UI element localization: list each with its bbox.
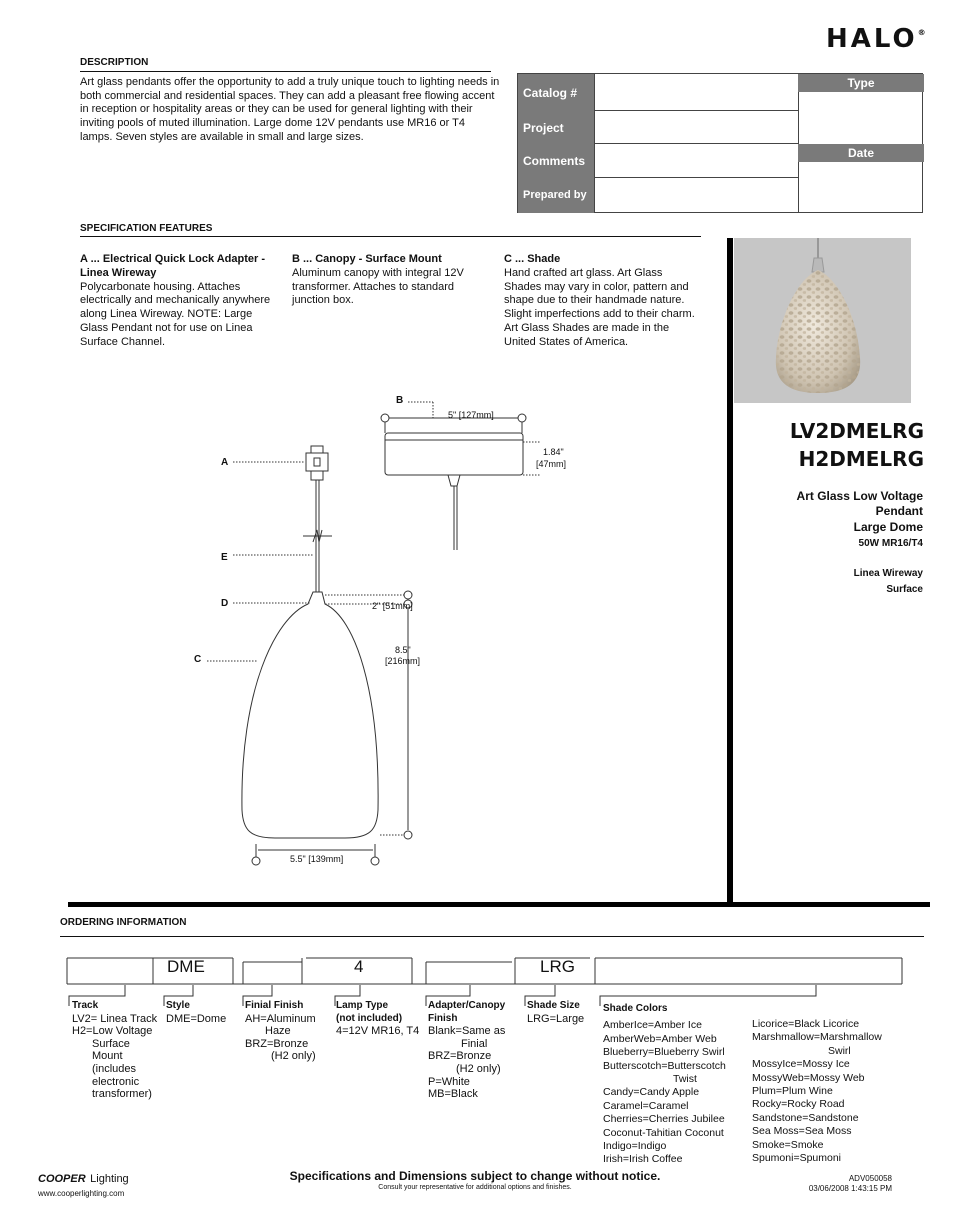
side-divider: [727, 238, 733, 903]
shade-size-code: LRG: [540, 957, 575, 976]
divider: [60, 936, 924, 937]
track-option: transformer): [92, 1088, 152, 1101]
project-label: Project: [518, 111, 594, 144]
company-division: Lighting: [90, 1173, 129, 1185]
spec-b-text: Aluminum canopy with integral 12V transformer. Attaches to standard junction box.: [292, 266, 464, 307]
label-b: B: [396, 395, 404, 406]
dim-height-mm: [216mm]: [385, 656, 421, 666]
dim-canopy-height: 1.84": [543, 447, 564, 457]
color-option: AmberWeb=Amber Web: [603, 1032, 717, 1045]
spec-c: [504, 253, 696, 350]
product-line-2: Pendant: [875, 504, 923, 518]
dim-width: 5.5" [139mm]: [290, 854, 344, 864]
divider: [80, 236, 701, 237]
color-option: Spumoni=Spumoni: [752, 1152, 842, 1165]
ordering-heading: ORDERING INFORMATION: [60, 917, 187, 928]
lamp-title: Lamp Type: [336, 1000, 389, 1011]
color-option: Rocky=Rocky Road: [752, 1098, 845, 1111]
label-e: E: [221, 552, 228, 563]
model-number-2: H2DMELRG: [798, 447, 924, 471]
track-option: (includes: [92, 1062, 137, 1075]
shade-colors-title: Shade Colors: [603, 1003, 668, 1014]
color-option: MossyWeb=Mossy Web: [752, 1071, 865, 1084]
description-heading: DESCRIPTION: [80, 57, 149, 68]
color-option: Marshmallow=Marshmallow: [752, 1031, 882, 1044]
track-option: LV2= Linea Track: [72, 1012, 158, 1025]
catalog-label: Catalog #: [518, 74, 594, 111]
color-option: MossyIce=Mossy Ice: [752, 1058, 850, 1071]
adapter-option: Blank=Same as: [428, 1025, 506, 1038]
color-option: Smoke=Smoke: [752, 1138, 824, 1151]
color-option: Licorice=Black Licorice: [752, 1018, 860, 1030]
section-divider: [68, 902, 930, 907]
spec-b: [292, 253, 482, 308]
color-option: AmberIce=Amber Ice: [603, 1019, 702, 1032]
label-d: D: [221, 598, 229, 609]
lamp-option: 4=12V MR16, T4: [336, 1025, 420, 1038]
spec-b-title: B ... Canopy - Surface Mount: [292, 253, 442, 265]
shade-size-column: [527, 1000, 599, 1025]
color-option: Plum=Plum Wine: [752, 1085, 833, 1098]
footer-notice: Specifications and Dimensions subject to change without notice.: [289, 1169, 661, 1183]
track-option: Surface Mount: [92, 1037, 130, 1063]
doc-date: 03/06/2008 1:43:15 PM: [808, 1184, 892, 1193]
finial-title: Finial Finish: [245, 1000, 304, 1011]
label-a: A: [221, 457, 229, 468]
shade-size-option: LRG=Large: [527, 1012, 585, 1025]
shade-size-title: Shade Size: [527, 1000, 580, 1011]
style-option: DME=Dome: [166, 1012, 227, 1025]
type-field[interactable]: [798, 92, 924, 144]
divider: [80, 71, 491, 72]
dim-top: 2" [51mm]: [372, 601, 413, 611]
finial-option: AH=Aluminum: [245, 1012, 316, 1025]
color-option: Indigo=Indigo: [603, 1140, 667, 1153]
company-name: COOPER: [38, 1173, 86, 1185]
adapter-column: [428, 1000, 522, 1101]
lamp-code: 4: [354, 957, 364, 976]
color-option: Sea Moss=Sea Moss: [752, 1125, 852, 1138]
dim-canopy-width: 5" [127mm]: [448, 410, 494, 420]
website-link[interactable]: www.cooperlighting.com: [38, 1189, 125, 1198]
adapter-option: MB=Black: [428, 1088, 478, 1101]
shade-colors-right: [752, 1018, 912, 1165]
color-option: Coconut-Tahitian Coconut: [603, 1126, 724, 1139]
prepared-by-label: Prepared by: [518, 177, 594, 213]
style-code: DME: [167, 957, 205, 976]
style-column: [166, 1000, 236, 1025]
color-option: Cherries=Cherries Jubilee: [603, 1113, 725, 1126]
color-option: Irish=Irish Coffee: [603, 1153, 683, 1166]
color-option: Butterscotch=Butterscotch: [603, 1059, 726, 1072]
prepared-by-field[interactable]: [594, 178, 798, 213]
style-title: Style: [166, 1000, 190, 1011]
catalog-field[interactable]: [594, 74, 798, 111]
adapter-option: P=White: [428, 1075, 470, 1088]
adapter-subtitle: Finish: [428, 1012, 458, 1024]
spec-a-text: Polycarbonate housing. Attaches electrically and mechanically anywhere along Linea Wireway. NOTE: Large Glass Pendant not for use on Linea Surface Channel.: [80, 280, 271, 348]
lamp-subtitle: (not included): [336, 1012, 403, 1024]
track-option: H2=Low Voltage: [72, 1025, 153, 1038]
model-number-1: LV2DMELRG: [789, 419, 924, 443]
product-line-3: Large Dome: [853, 520, 923, 534]
adapter-title: Adapter/Canopy: [428, 1000, 506, 1011]
finial-column: [245, 1000, 335, 1063]
color-option: Caramel=Caramel: [603, 1099, 689, 1112]
dim-height: 8.5": [395, 645, 411, 655]
color-option: Sandstone=Sandstone: [752, 1111, 859, 1124]
label-c: C: [194, 654, 202, 665]
doc-id: ADV050058: [848, 1174, 892, 1183]
cooper-logo: [38, 1169, 129, 1187]
mount-2: Surface: [886, 584, 923, 595]
product-line-1: Art Glass Low Voltage: [796, 489, 923, 503]
type-label: Type: [798, 74, 924, 92]
footer-subnote: Consult your representative for additional options and finishes.: [378, 1184, 572, 1191]
product-photo: [734, 238, 911, 403]
lamp-spec: 50W MR16/T4: [858, 538, 923, 549]
color-option: Candy=Candy Apple: [603, 1086, 700, 1099]
track-title: Track: [72, 1000, 99, 1011]
date-label: Date: [798, 144, 924, 162]
comments-label: Comments: [518, 144, 594, 177]
spec-a-title: A ... Electrical Quick Lock Adapter - Linea Wireway: [80, 253, 266, 279]
finial-option: BRZ=Bronze: [245, 1037, 309, 1050]
dim-canopy-height-mm: [47mm]: [536, 459, 567, 469]
track-column: [72, 1000, 162, 1101]
date-field[interactable]: [798, 162, 924, 213]
adapter-option: Finial: [461, 1037, 488, 1050]
finial-option: (H2 only): [271, 1050, 316, 1063]
shade-colors-left: [603, 1002, 753, 1167]
color-option: Twist: [673, 1073, 697, 1086]
adapter-option: (H2 only): [456, 1062, 501, 1075]
brand-logo: HALO®: [826, 24, 926, 54]
adapter-option: BRZ=Bronze: [428, 1050, 492, 1063]
track-option: electronic: [92, 1075, 140, 1088]
spec-a: [80, 253, 276, 350]
spec-c-title: C ... Shade: [504, 253, 561, 265]
color-option: Swirl: [828, 1044, 851, 1057]
finial-option: Haze: [265, 1025, 291, 1038]
comments-field[interactable]: [594, 144, 798, 177]
project-field[interactable]: [594, 111, 798, 144]
project-info-form: [517, 73, 923, 213]
spec-c-text: Hand crafted art glass. Art Glass Shades may vary in color, pattern and shape due to their handmade nature. Slight imperfections add to their charm. Art Glass Shades are made in the United States of America.: [504, 266, 695, 348]
mount-1: Linea Wireway: [853, 568, 923, 579]
color-option: Blueberry=Blueberry Swirl: [603, 1046, 725, 1059]
spec-heading: SPECIFICATION FEATURES: [80, 223, 213, 234]
lamp-column: [336, 1000, 426, 1038]
description-text: Art glass pendants offer the opportunity to add a truly unique touch to lighting needs in both commercial and residential spaces. They can add a pleasant free flowing accent in reception or hospitality areas or they can be used for general lighting with their inviting pools of muted illumination. Large dome 12V pendants use MR16 or T4 lamps. Seven styles are available in small and large sizes.: [80, 76, 500, 143]
